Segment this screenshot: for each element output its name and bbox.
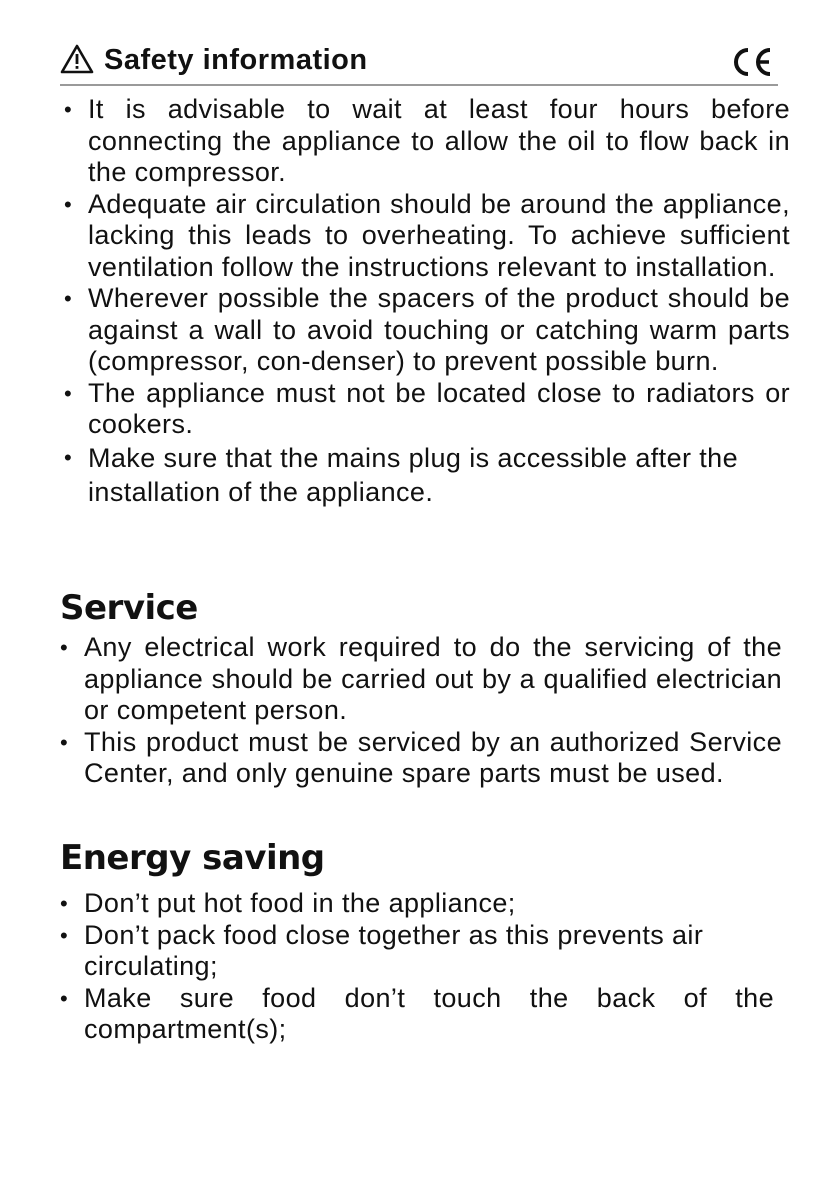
safety-list bbox=[62, 94, 790, 509]
page-header bbox=[60, 42, 778, 86]
list-item: • Don’t put hot food in the appliance; bbox=[60, 888, 516, 918]
energy-list bbox=[58, 888, 774, 1046]
list-item: • Adequate air circulation should be around the appliance, lacking this leads to overheating. To achieve sufficient ventilation follow the instructions relevant to installation. bbox=[64, 188, 790, 282]
list-item: • It is advisable to wait at least four hours before connecting the appliance to allow the oil to flow back in the compressor. bbox=[64, 94, 790, 187]
list-item: • Wherever possible the spacers of the product should be against a wall to avoid touching or catching warm parts (compressor, con-denser) to prevent possible burn. bbox=[64, 283, 790, 376]
section-title-energy: Energy saving bbox=[60, 838, 325, 878]
list-item: • Make sure food don’t touch the back of the compartment(s); bbox=[60, 982, 774, 1044]
section-title-service: Service bbox=[60, 588, 198, 628]
service-list bbox=[58, 632, 782, 790]
list-item: • This product must be serviced by an authorized Service Center, and only genuine spare parts must be used. bbox=[60, 726, 782, 788]
ce-mark-icon bbox=[728, 46, 774, 78]
list-item: • The appliance must not be located close to radiators or cookers. bbox=[64, 377, 790, 439]
page-title: Safety information bbox=[104, 44, 368, 76]
list-item: • Don’t pack food close together as this prevents air circulating; bbox=[60, 919, 704, 981]
list-item: • Make sure that the mains plug is accessible after the installation of the appliance. bbox=[64, 442, 739, 507]
list-item: • Any electrical work required to do the servicing of the appliance should be carried out by a qualified electrician or competent person. bbox=[60, 632, 782, 725]
warning-triangle-icon bbox=[60, 44, 94, 74]
